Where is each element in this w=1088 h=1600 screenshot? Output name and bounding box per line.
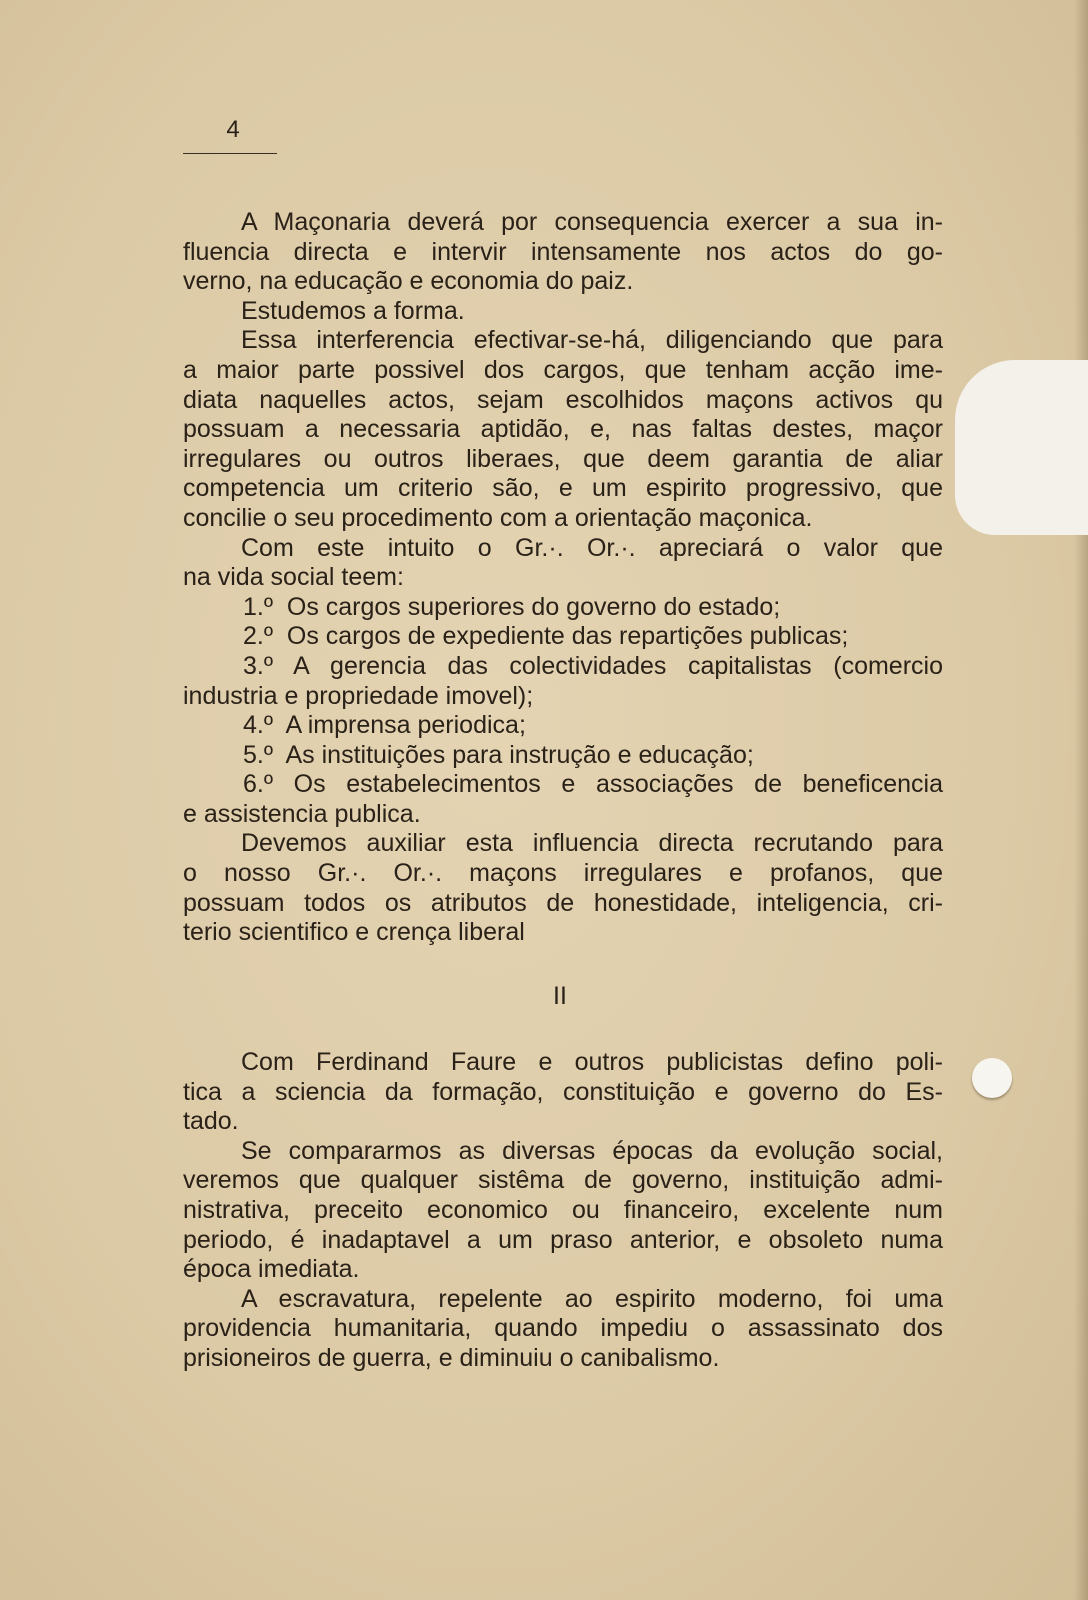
text-line: prisioneiros de guerra, e diminuiu o canibalismo. xyxy=(183,1343,720,1372)
text-line: a maior parte possivel dos cargos, que tenham acção ime- xyxy=(183,355,943,384)
text-line: nistrativa, preceito economico ou financeiro, excelente num xyxy=(183,1195,943,1224)
text-line: veremos que qualquer sistêma de governo, instituição admi- xyxy=(183,1166,943,1195)
text-line: diata naquelles actos, sejam escolhidos maçons activos qu xyxy=(183,385,943,414)
text-line: Com Ferdinand Faure e outros publicistas defino poli- xyxy=(241,1048,943,1076)
page-number-rule xyxy=(183,153,277,154)
text-line: concilie o seu procedimento com a orientação maçonica. xyxy=(183,503,813,532)
text-line: industria e propriedade imovel); xyxy=(183,681,534,710)
text-line: terio scientifico e crença liberal xyxy=(183,918,525,947)
text-line: Essa interferencia efectivar-se-há, diligenciando que para xyxy=(241,326,943,355)
section-numeral: II xyxy=(553,982,567,1010)
text-line: A escravatura, repelente ao espirito moderno, foi uma xyxy=(241,1284,943,1313)
text-line: e assistencia publica. xyxy=(183,799,421,828)
page-edge-shadow xyxy=(1074,0,1088,1600)
text-line: 1.º Os cargos superiores do governo do estado; xyxy=(243,592,781,621)
text-line: 2.º Os cargos de expediente das repartições publicas; xyxy=(243,622,849,651)
text-line: na vida social teem: xyxy=(183,563,404,592)
text-line: periodo, é inadaptavel a um praso anterior, e obsoleto numa xyxy=(183,1225,943,1254)
punch-hole xyxy=(972,1058,1012,1098)
text-line: tica a sciencia da formação, constituição e governo do Es- xyxy=(183,1077,943,1106)
text-line: fluencia directa e intervir intensamente nos actos do go- xyxy=(183,237,943,266)
text-line: o nosso Gr.·. Or.·. maçons irregulares e profanos, que xyxy=(183,859,943,888)
text-line: verno, na educação e economia do paiz. xyxy=(183,267,634,296)
text-line: 3.º A gerencia das colectividades capitalistas (comercio xyxy=(243,651,943,680)
page-number: 4 xyxy=(226,116,240,143)
text-line: Se compararmos as diversas épocas da evolução social, xyxy=(241,1136,943,1165)
paper-tear xyxy=(955,360,1088,535)
text-line: possuam todos os atributos de honestidade, inteligencia, cri- xyxy=(183,888,943,917)
text-line: Com este intuito o Gr.·. Or.·. apreciará o valor que xyxy=(241,533,943,562)
text-line: providencia humanitaria, quando impediu o assassinato dos xyxy=(183,1314,943,1343)
text-line: irregulares ou outros liberaes, que deem garantia de aliar xyxy=(183,444,943,473)
text-line: 6.º Os estabelecimentos e associações de beneficencia xyxy=(243,770,943,799)
section-1-body xyxy=(183,208,943,948)
text-line: época imediata. xyxy=(183,1255,360,1284)
text-line: tado. xyxy=(183,1107,239,1136)
text-line: possuam a necessaria aptidão, e, nas faltas destes, maçor xyxy=(183,415,943,444)
text-line: 4.º A imprensa periodica; xyxy=(243,711,526,740)
text-line: competencia um criterio são, e um espirito progressivo, que xyxy=(183,474,943,503)
section-2-body xyxy=(183,1048,943,1374)
text-line: Devemos auxiliar esta influencia directa recrutando para xyxy=(241,829,943,858)
text-line: Estudemos a forma. xyxy=(241,296,465,325)
text-line: A Maçonaria deverá por consequencia exercer a sua in- xyxy=(241,208,943,236)
text-line: 5.º As instituições para instrução e educação; xyxy=(243,740,754,769)
